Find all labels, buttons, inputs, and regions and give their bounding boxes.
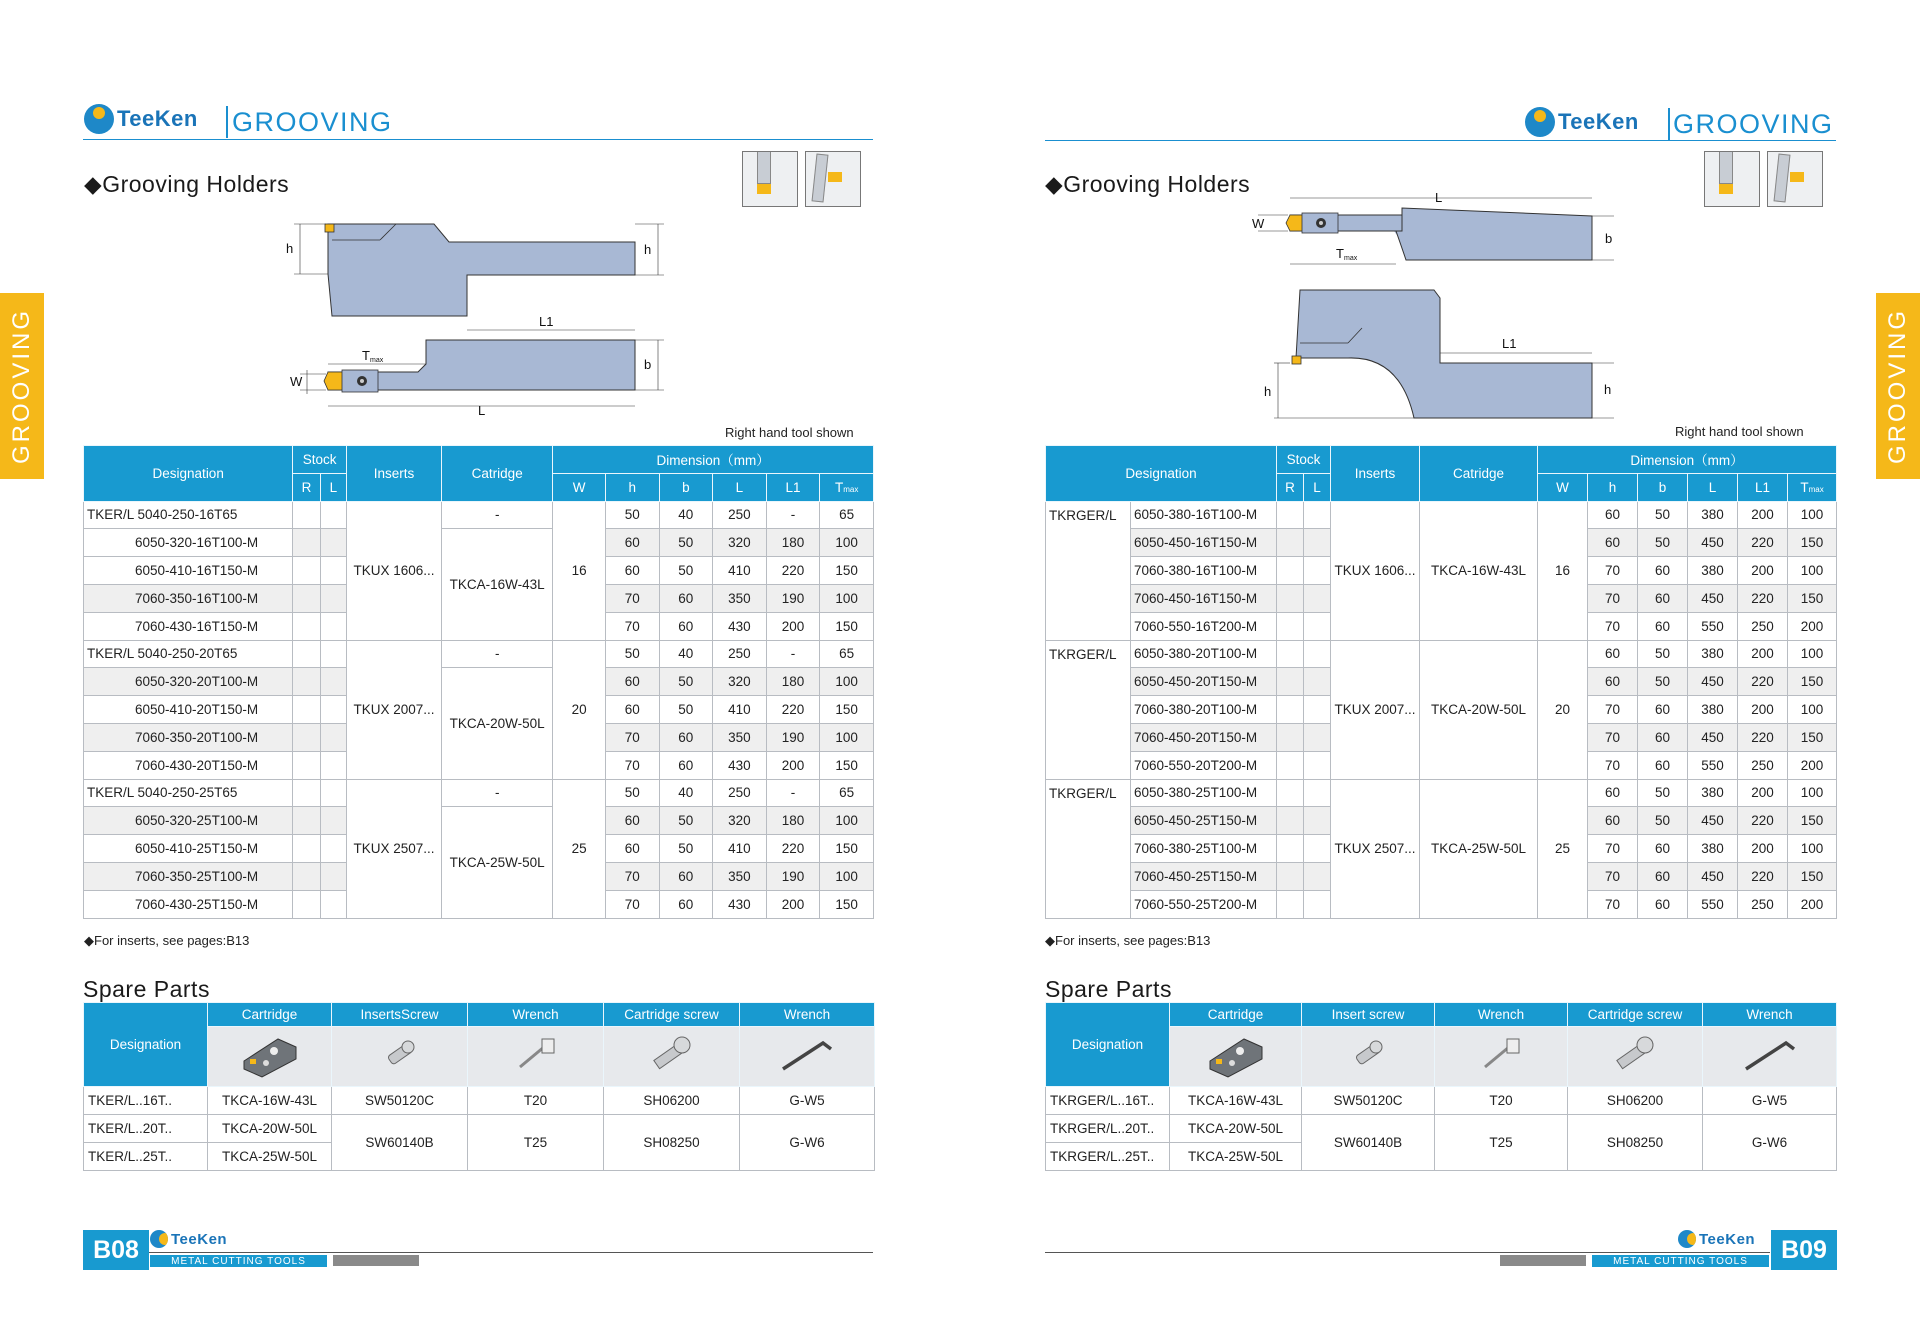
tool-diagram: [280, 210, 680, 425]
diamond-bullet-icon: ◆: [1045, 171, 1064, 197]
teeken-logo-icon: [1525, 107, 1555, 137]
w-cell: 16: [1538, 501, 1588, 640]
table-row: 7060-380-20T100-M 70 60 380 200 100: [1046, 696, 1837, 724]
header-rule: [1045, 140, 1836, 141]
svg-text:max: max: [370, 357, 384, 364]
dim-h-right: h: [644, 242, 652, 257]
sp-th-cscrew: Cartridge screw: [604, 1003, 740, 1027]
th-designation: Designation: [1046, 446, 1277, 502]
table-row: 6050-410-20T150-M 60 50 410 220 150: [84, 696, 874, 724]
cartridge-icon: [1170, 1027, 1302, 1087]
th-L1: L1: [766, 473, 820, 501]
cartridge-icon: [208, 1027, 332, 1087]
dim-T: T: [1336, 246, 1344, 261]
th-W: W: [1538, 473, 1588, 501]
table-row: 6050-410-16T150-M 60 50 410 220 150: [84, 557, 874, 585]
insert-cell: TKUX 2007...: [346, 640, 441, 779]
diamond-bullet-icon: ◆: [84, 171, 103, 197]
dim-T: T: [362, 348, 370, 363]
inserts-note: ◆For inserts, see pages:B13: [1045, 933, 1211, 948]
dim-W: W: [1252, 216, 1265, 231]
diamond-bullet-icon: ◆: [84, 933, 94, 948]
w-cell: 20: [553, 640, 606, 779]
dim-b: b: [1605, 231, 1613, 246]
brand-name: TeeKen: [1558, 109, 1639, 134]
page-number: B08: [83, 1230, 149, 1270]
table-row: 7060-450-25T150-M 70 60 450 220 150: [1046, 862, 1837, 890]
torx-wrench-icon: [1435, 1027, 1568, 1087]
table-row: 6050-450-25T150-M 60 50 450 220 150: [1046, 807, 1837, 835]
sp-th-designation: Designation: [84, 1003, 208, 1087]
sp-th-cartridge: Cartridge: [1170, 1003, 1302, 1027]
sp-th-wrench2: Wrench: [740, 1003, 875, 1027]
insert-screw-icon: [1302, 1027, 1435, 1087]
table-row: TKRGER/L..20T.. TKCA-20W-50L SW60140B T25 SH08250 G-W6: [1046, 1115, 1837, 1143]
table-row: TKER/L 5040-250-16T65 TKUX 1606... - 16 50 40 250 - 65: [84, 501, 874, 529]
insert-cell: TKUX 1606...: [1331, 501, 1420, 640]
dim-b: b: [644, 357, 652, 372]
cartridge-cell: -: [442, 501, 553, 529]
table-row: 7060-430-25T150-M 70 60 430 200 150: [84, 890, 874, 918]
designation-cell: TKER/L 5040-250-25T65: [84, 779, 293, 807]
footer-rule: [148, 1252, 873, 1253]
table-row: 7060-350-20T100-M 70 60 350 190 100: [84, 723, 874, 751]
tool-top-view: [325, 224, 635, 316]
insert-screw-icon: [332, 1027, 468, 1087]
insert-cell: TKUX 1606...: [346, 501, 441, 640]
section-title: ◆Grooving Holders: [1045, 171, 1251, 197]
insert-cell: TKUX 2007...: [1331, 640, 1420, 779]
table-row: 7060-430-16T150-M 70 60 430 200 150: [84, 612, 874, 640]
th-Lcol: L: [713, 473, 767, 501]
insert-cell: TKUX 2507...: [346, 779, 441, 918]
table-row: TKER/L 5040-250-20T65 TKUX 2007... - 20 50 40 250 - 65: [84, 640, 874, 668]
th-L1: L1: [1738, 473, 1788, 501]
section-title: ◆Grooving Holders: [84, 171, 290, 197]
side-tab-label: GROOVING: [8, 307, 36, 465]
table-row: TKRGER/L 6050-380-20T100-M TKUX 2007... TKCA-20W-50L 20 60 50 380 200 100: [1046, 640, 1837, 668]
dim-L: L: [478, 403, 486, 418]
dim-L1: L1: [1502, 336, 1517, 351]
orientation-icon: [805, 151, 861, 207]
table-row: 7060-550-16T200-M 70 60 550 250 200: [1046, 612, 1837, 640]
designation-prefix: TKRGER/L: [1046, 779, 1131, 918]
holders-table: [83, 445, 874, 919]
th-cartridge: Catridge: [442, 446, 553, 502]
orientation-icon: [742, 151, 798, 207]
cartridge-cell: TKCA-25W-50L: [1420, 779, 1538, 918]
table-row: 7060-450-20T150-M 70 60 450 220 150: [1046, 723, 1837, 751]
spare-parts-table: [83, 1002, 875, 1171]
brand-name: TeeKen: [117, 106, 198, 131]
svg-text:max: max: [1344, 255, 1358, 262]
hex-wrench-icon: [740, 1027, 875, 1087]
table-row: TKER/L 5040-250-25T65 TKUX 2507... - 25 50 40 250 - 65: [84, 779, 874, 807]
brand-logo: [1525, 107, 1639, 137]
footer-logo: TeeKen: [1678, 1230, 1755, 1248]
diamond-bullet-icon: ◆: [1045, 933, 1055, 948]
w-cell: 25: [1538, 779, 1588, 918]
table-row: 7060-550-20T200-M 70 60 550 250 200: [1046, 751, 1837, 779]
dim-h-right: h: [1604, 382, 1612, 397]
w-cell: 16: [553, 501, 606, 640]
dim-L: L: [1435, 190, 1443, 205]
sp-th-wrench: Wrench: [468, 1003, 604, 1027]
section-word: GROOVING: [232, 107, 393, 137]
side-tab-label: GROOVING: [1884, 307, 1912, 465]
header-divider: [1668, 108, 1670, 140]
dim-L1: L1: [539, 314, 554, 329]
cartridge-cell: TKCA-20W-50L: [1420, 640, 1538, 779]
th-stock: Stock: [1277, 446, 1331, 474]
cartridge-cell: TKCA-25W-50L: [442, 807, 553, 918]
th-T: Tmax: [820, 473, 874, 501]
table-row: TKRGER/L 6050-380-16T100-M TKUX 1606... TKCA-16W-43L 16 60 50 380 200 100: [1046, 501, 1837, 529]
teeken-logo-icon: [150, 1230, 168, 1248]
th-b: b: [659, 473, 713, 501]
th-inserts: Inserts: [346, 446, 441, 502]
th-h: h: [605, 473, 659, 501]
table-row: TKER/L..20T.. TKCA-20W-50L SW60140B T25 SH08250 G-W6: [84, 1115, 875, 1143]
table-row: TKRGER/L..16T.. TKCA-16W-43L SW50120C T20 SH06200 G-W5: [1046, 1087, 1837, 1115]
th-L: L: [320, 473, 346, 501]
table-row: 7060-550-25T200-M 70 60 550 250 200: [1046, 890, 1837, 918]
insert-cell: TKUX 2507...: [1331, 779, 1420, 918]
teeken-logo-icon: [84, 104, 114, 134]
table-row: 6050-320-16T100-M TKCA-16W-43L 60 50 320 180 100: [84, 529, 874, 557]
designation-prefix: TKRGER/L: [1046, 501, 1131, 640]
sp-th-wrench: Wrench: [1435, 1003, 1568, 1027]
hex-wrench-icon: [1703, 1027, 1837, 1087]
spare-parts-title: Spare Parts: [1045, 976, 1172, 1002]
holders-table: [1045, 445, 1837, 919]
th-designation: Designation: [84, 446, 293, 502]
w-cell: 25: [553, 779, 606, 918]
tool-side-view: [1286, 208, 1592, 260]
designation-prefix: TKRGER/L: [1046, 640, 1131, 779]
torx-wrench-icon: [468, 1027, 604, 1087]
cartridge-screw-icon: [604, 1027, 740, 1087]
table-row: 7060-350-16T100-M 70 60 350 190 100: [84, 584, 874, 612]
tool-diagram: [1244, 188, 1616, 423]
spare-parts-title: Spare Parts: [83, 976, 210, 1002]
th-cartridge: Catridge: [1420, 446, 1538, 502]
designation-cell: TKER/L 5040-250-16T65: [84, 501, 293, 529]
footer-gray-strip: [333, 1255, 419, 1266]
table-row: 7060-380-25T100-M 70 60 380 200 100: [1046, 835, 1837, 863]
th-R: R: [293, 473, 320, 501]
th-T: Tmax: [1788, 473, 1837, 501]
orientation-icon: [1704, 151, 1760, 207]
table-row: 6050-450-20T150-M 60 50 450 220 150: [1046, 668, 1837, 696]
th-dimension: Dimension（mm）: [553, 446, 874, 474]
footer-strip: METAL CUTTING TOOLS: [1592, 1255, 1769, 1267]
w-cell: 20: [1538, 640, 1588, 779]
th-W: W: [553, 473, 606, 501]
sp-th-designation: Designation: [1046, 1003, 1170, 1087]
th-R: R: [1277, 473, 1304, 501]
table-row: 7060-380-16T100-M 70 60 380 200 100: [1046, 557, 1837, 585]
tool-top-view: [1292, 290, 1592, 418]
sp-th-screw: Insert screw: [1302, 1003, 1435, 1027]
cartridge-screw-icon: [1568, 1027, 1703, 1087]
th-Lcol: L: [1688, 473, 1738, 501]
table-row: 7060-350-25T100-M 70 60 350 190 100: [84, 862, 874, 890]
table-row: TKER/L..25T.. TKCA-25W-50L: [84, 1143, 875, 1171]
table-row: 6050-320-25T100-M TKCA-25W-50L 60 50 320 180 100: [84, 807, 874, 835]
side-tab: [1876, 293, 1920, 479]
th-inserts: Inserts: [1331, 446, 1420, 502]
table-row: 7060-430-20T150-M 70 60 430 200 150: [84, 751, 874, 779]
spare-parts-table: [1045, 1002, 1837, 1171]
table-row: TKER/L..16T.. TKCA-16W-43L SW50120C T20 SH06200 G-W5: [84, 1087, 875, 1115]
cartridge-cell: TKCA-16W-43L: [442, 529, 553, 640]
sp-th-cscrew: Cartridge screw: [1568, 1003, 1703, 1027]
th-L: L: [1304, 473, 1331, 501]
footer-gray-strip: [1500, 1255, 1586, 1266]
inserts-note: ◆For inserts, see pages:B13: [84, 933, 250, 948]
header-rule: [83, 139, 873, 140]
tool-side-view: [324, 340, 635, 392]
sp-th-wrench2: Wrench: [1703, 1003, 1837, 1027]
page-number: B09: [1771, 1230, 1837, 1270]
th-dimension: Dimension（mm）: [1538, 446, 1837, 474]
right-hand-note: Right hand tool shown: [725, 425, 854, 440]
table-row: 6050-450-16T150-M 60 50 450 220 150: [1046, 529, 1837, 557]
sp-th-screw: InsertsScrew: [332, 1003, 468, 1027]
table-row: TKRGER/L..25T.. TKCA-25W-50L: [1046, 1143, 1837, 1171]
dim-h-left: h: [1264, 384, 1272, 399]
table-row: TKRGER/L 6050-380-25T100-M TKUX 2507... TKCA-25W-50L 25 60 50 380 200 100: [1046, 779, 1837, 807]
brand-logo: [84, 104, 198, 134]
cartridge-cell: TKCA-16W-43L: [1420, 501, 1538, 640]
footer-logo: TeeKen: [150, 1230, 227, 1248]
cartridge-cell: TKCA-20W-50L: [442, 668, 553, 779]
th-h: h: [1588, 473, 1638, 501]
th-stock: Stock: [293, 446, 347, 474]
designation-cell: TKER/L 5040-250-20T65: [84, 640, 293, 668]
cartridge-cell: -: [442, 779, 553, 807]
teeken-logo-icon: [1678, 1230, 1696, 1248]
right-hand-note: Right hand tool shown: [1675, 424, 1804, 439]
orientation-icon: [1767, 151, 1823, 207]
th-b: b: [1638, 473, 1688, 501]
sp-th-cartridge: Cartridge: [208, 1003, 332, 1027]
header-divider: [226, 106, 228, 138]
footer-strip: METAL CUTTING TOOLS: [150, 1255, 327, 1267]
dim-h-left: h: [286, 241, 294, 256]
footer-rule: [1045, 1252, 1770, 1253]
table-row: 6050-410-25T150-M 60 50 410 220 150: [84, 835, 874, 863]
table-row: 6050-320-20T100-M TKCA-20W-50L 60 50 320 180 100: [84, 668, 874, 696]
section-word: GROOVING: [1673, 109, 1834, 139]
table-row: 7060-450-16T150-M 70 60 450 220 150: [1046, 584, 1837, 612]
cartridge-cell: -: [442, 640, 553, 668]
side-tab: [0, 293, 44, 479]
dim-W: W: [290, 374, 303, 389]
